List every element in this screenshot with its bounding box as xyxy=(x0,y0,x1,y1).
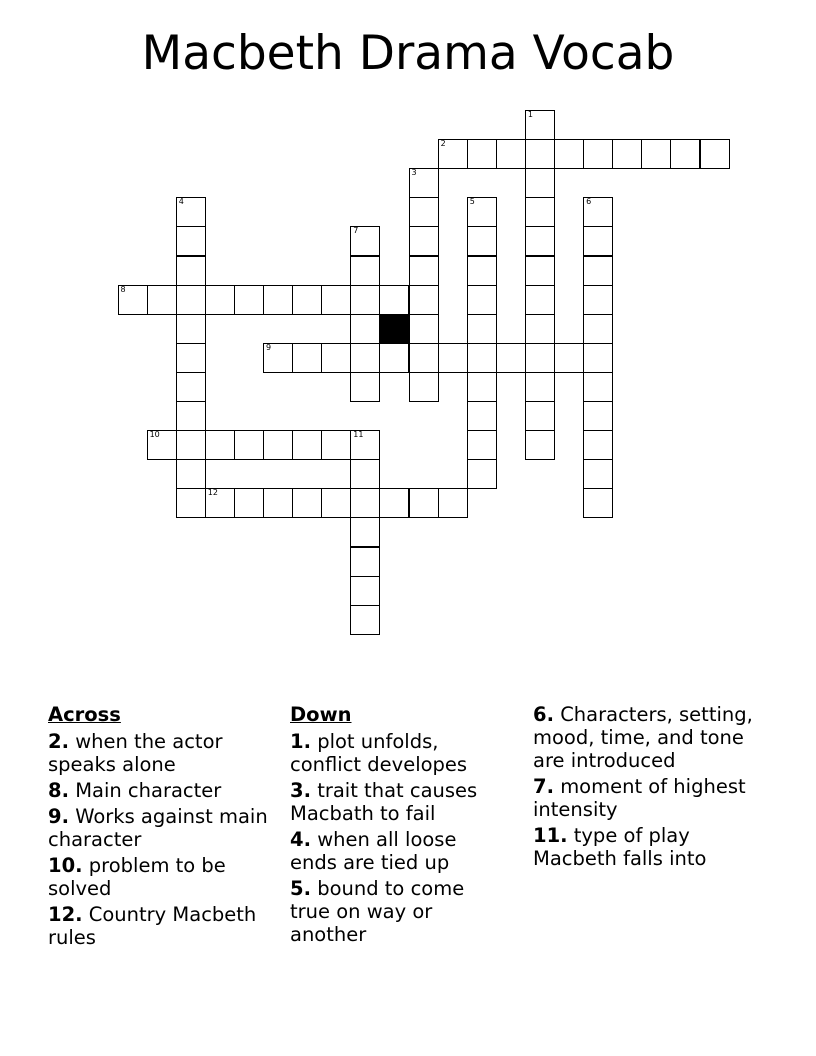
grid-cell[interactable] xyxy=(409,343,439,373)
cell-number: 11 xyxy=(353,430,364,440)
grid-cell[interactable] xyxy=(350,430,380,460)
grid-cell[interactable] xyxy=(147,430,177,460)
grid-cell[interactable] xyxy=(554,139,584,169)
grid-cell[interactable] xyxy=(467,197,497,227)
grid-cell[interactable] xyxy=(379,343,409,373)
grid-cell[interactable] xyxy=(176,488,206,518)
grid-cell[interactable] xyxy=(176,459,206,489)
grid-cell[interactable] xyxy=(583,401,613,431)
grid-cell[interactable] xyxy=(234,430,264,460)
grid-cell[interactable] xyxy=(409,285,439,315)
grid-cell[interactable] xyxy=(467,226,497,256)
puzzle-title: Macbeth Drama Vocab xyxy=(141,26,675,81)
cell-number: 1 xyxy=(527,110,533,119)
grid-cell[interactable] xyxy=(525,110,555,140)
grid-cell[interactable] xyxy=(525,401,555,431)
grid-cell[interactable] xyxy=(583,285,613,315)
clue-across-12: 12. Country Macbeth rules xyxy=(48,903,257,949)
grid-cell[interactable] xyxy=(583,139,613,169)
cell-number: 9 xyxy=(266,342,272,352)
grid-cell[interactable] xyxy=(205,488,235,518)
grid-cell[interactable] xyxy=(467,430,497,460)
grid-cell[interactable] xyxy=(583,459,613,489)
grid-cell[interactable] xyxy=(292,343,322,373)
grid-cell[interactable] xyxy=(525,197,555,227)
grid-cell[interactable] xyxy=(350,343,380,373)
clue-across-8: 8. Main character xyxy=(48,779,222,802)
grid-cell[interactable] xyxy=(496,139,526,169)
grid-cell[interactable] xyxy=(467,401,497,431)
clue-down-11: 11. type of play Macbeth falls into xyxy=(533,824,707,870)
cell-number: 2 xyxy=(440,139,446,149)
grid-cell[interactable] xyxy=(612,139,642,169)
grid-cell[interactable] xyxy=(467,256,497,286)
grid-cell[interactable] xyxy=(321,488,351,518)
grid-cell[interactable] xyxy=(176,372,206,402)
grid-cell[interactable] xyxy=(467,314,497,344)
grid-cell[interactable] xyxy=(583,343,613,373)
grid-cell[interactable] xyxy=(409,168,439,198)
cell-number: 12 xyxy=(207,488,218,498)
grid-cell[interactable] xyxy=(379,488,409,518)
grid-cell[interactable] xyxy=(176,430,206,460)
grid-cell[interactable] xyxy=(379,285,409,315)
across-heading: Across xyxy=(48,703,121,726)
grid-cell[interactable] xyxy=(350,226,380,256)
grid-cell[interactable] xyxy=(321,430,351,460)
grid-cell[interactable] xyxy=(525,256,555,286)
grid-cell[interactable] xyxy=(234,488,264,518)
grid-cell[interactable] xyxy=(525,139,555,169)
grid-cell[interactable] xyxy=(234,285,264,315)
grid-cell[interactable] xyxy=(583,197,613,227)
grid-cell[interactable] xyxy=(583,256,613,286)
grid-cell[interactable] xyxy=(350,285,380,315)
grid-cell[interactable] xyxy=(467,372,497,402)
grid-cell[interactable] xyxy=(205,430,235,460)
grid-cell[interactable] xyxy=(350,605,380,635)
down-heading: Down xyxy=(290,703,352,726)
grid-cell[interactable] xyxy=(350,517,380,547)
grid-cell[interactable] xyxy=(525,168,555,198)
cell-number: 5 xyxy=(469,197,475,207)
cell-number: 4 xyxy=(178,197,184,207)
grid-cell[interactable] xyxy=(176,314,206,344)
cell-number: 10 xyxy=(149,430,160,440)
grid-cell[interactable] xyxy=(118,285,148,315)
grid-cell[interactable] xyxy=(670,139,700,169)
grid-cell[interactable] xyxy=(176,343,206,373)
grid-cell[interactable] xyxy=(525,372,555,402)
grid-cell[interactable] xyxy=(467,343,497,373)
down-clues xyxy=(290,703,500,949)
grid-cell[interactable] xyxy=(641,139,671,169)
grid-cell[interactable] xyxy=(321,343,351,373)
grid-cell[interactable] xyxy=(176,256,206,286)
grid-cell[interactable] xyxy=(525,285,555,315)
grid-cell[interactable] xyxy=(409,226,439,256)
grid-cell[interactable] xyxy=(409,314,439,344)
grid-cell[interactable] xyxy=(321,285,351,315)
grid-cell[interactable] xyxy=(583,314,613,344)
grid-cell[interactable] xyxy=(583,430,613,460)
grid-cell[interactable] xyxy=(205,285,235,315)
grid-cell[interactable] xyxy=(467,139,497,169)
grid-cell[interactable] xyxy=(525,314,555,344)
grid-cell[interactable] xyxy=(583,488,613,518)
grid-cell[interactable] xyxy=(350,256,380,286)
grid-cell[interactable] xyxy=(263,488,293,518)
cell-number: 6 xyxy=(586,197,592,207)
clue-across-10: 10. problem to be solved xyxy=(48,854,226,900)
grid-cell[interactable] xyxy=(350,547,380,577)
across-clues xyxy=(48,703,280,952)
grid-cell[interactable] xyxy=(263,343,293,373)
grid-cell[interactable] xyxy=(496,343,526,373)
grid-cell[interactable] xyxy=(350,488,380,518)
grid-cell[interactable] xyxy=(263,285,293,315)
grid-cell[interactable] xyxy=(438,139,468,169)
clue-across-2: 2. when the actor speaks alone xyxy=(48,730,223,776)
grid-cell[interactable] xyxy=(525,226,555,256)
grid-cell[interactable] xyxy=(438,343,468,373)
clue-down-5: 5. bound to come true on way or another xyxy=(290,877,465,946)
clue-down-6: 6. Characters, setting, mood, time, and tone are introduced xyxy=(533,703,753,772)
clue-down-4: 4. when all loose ends are tied up xyxy=(290,828,457,874)
grid-cell[interactable] xyxy=(554,343,584,373)
grid-cell[interactable] xyxy=(409,488,439,518)
grid-cell[interactable] xyxy=(700,139,730,169)
grid-cell[interactable] xyxy=(147,285,177,315)
grid-cell[interactable] xyxy=(467,459,497,489)
grid-cell[interactable] xyxy=(292,285,322,315)
grid-cell[interactable] xyxy=(176,401,206,431)
cell-number: 8 xyxy=(120,284,126,294)
down-clues-continued xyxy=(533,703,773,873)
grid-cell[interactable] xyxy=(583,226,613,256)
grid-cell[interactable] xyxy=(176,226,206,256)
grid-cell[interactable] xyxy=(409,197,439,227)
grid-cell[interactable] xyxy=(583,372,613,402)
clue-across-9: 9. Works against main character xyxy=(48,805,268,851)
grid-cell[interactable] xyxy=(350,459,380,489)
cell-number: 3 xyxy=(411,168,417,178)
grid-cell[interactable] xyxy=(409,256,439,286)
grid-cell[interactable] xyxy=(263,430,293,460)
grid-cell[interactable] xyxy=(292,430,322,460)
grid-cell[interactable] xyxy=(350,314,380,344)
grid-cell[interactable] xyxy=(292,488,322,518)
black-square xyxy=(379,314,409,344)
grid-cell[interactable] xyxy=(438,488,468,518)
grid-cell[interactable] xyxy=(525,343,555,373)
grid-cell[interactable] xyxy=(350,576,380,606)
grid-cell[interactable] xyxy=(467,285,497,315)
clue-down-3: 3. trait that causes Macbath to fail xyxy=(290,779,478,825)
grid-cell[interactable] xyxy=(409,372,439,402)
grid-cell[interactable] xyxy=(176,197,206,227)
grid-cell[interactable] xyxy=(525,430,555,460)
grid-cell[interactable] xyxy=(350,372,380,402)
grid-cell[interactable] xyxy=(176,285,206,315)
cell-number: 7 xyxy=(353,226,359,236)
clue-down-7: 7. moment of highest intensity xyxy=(533,775,746,821)
clue-down-1: 1. plot unfolds, conflict developes xyxy=(290,730,468,776)
